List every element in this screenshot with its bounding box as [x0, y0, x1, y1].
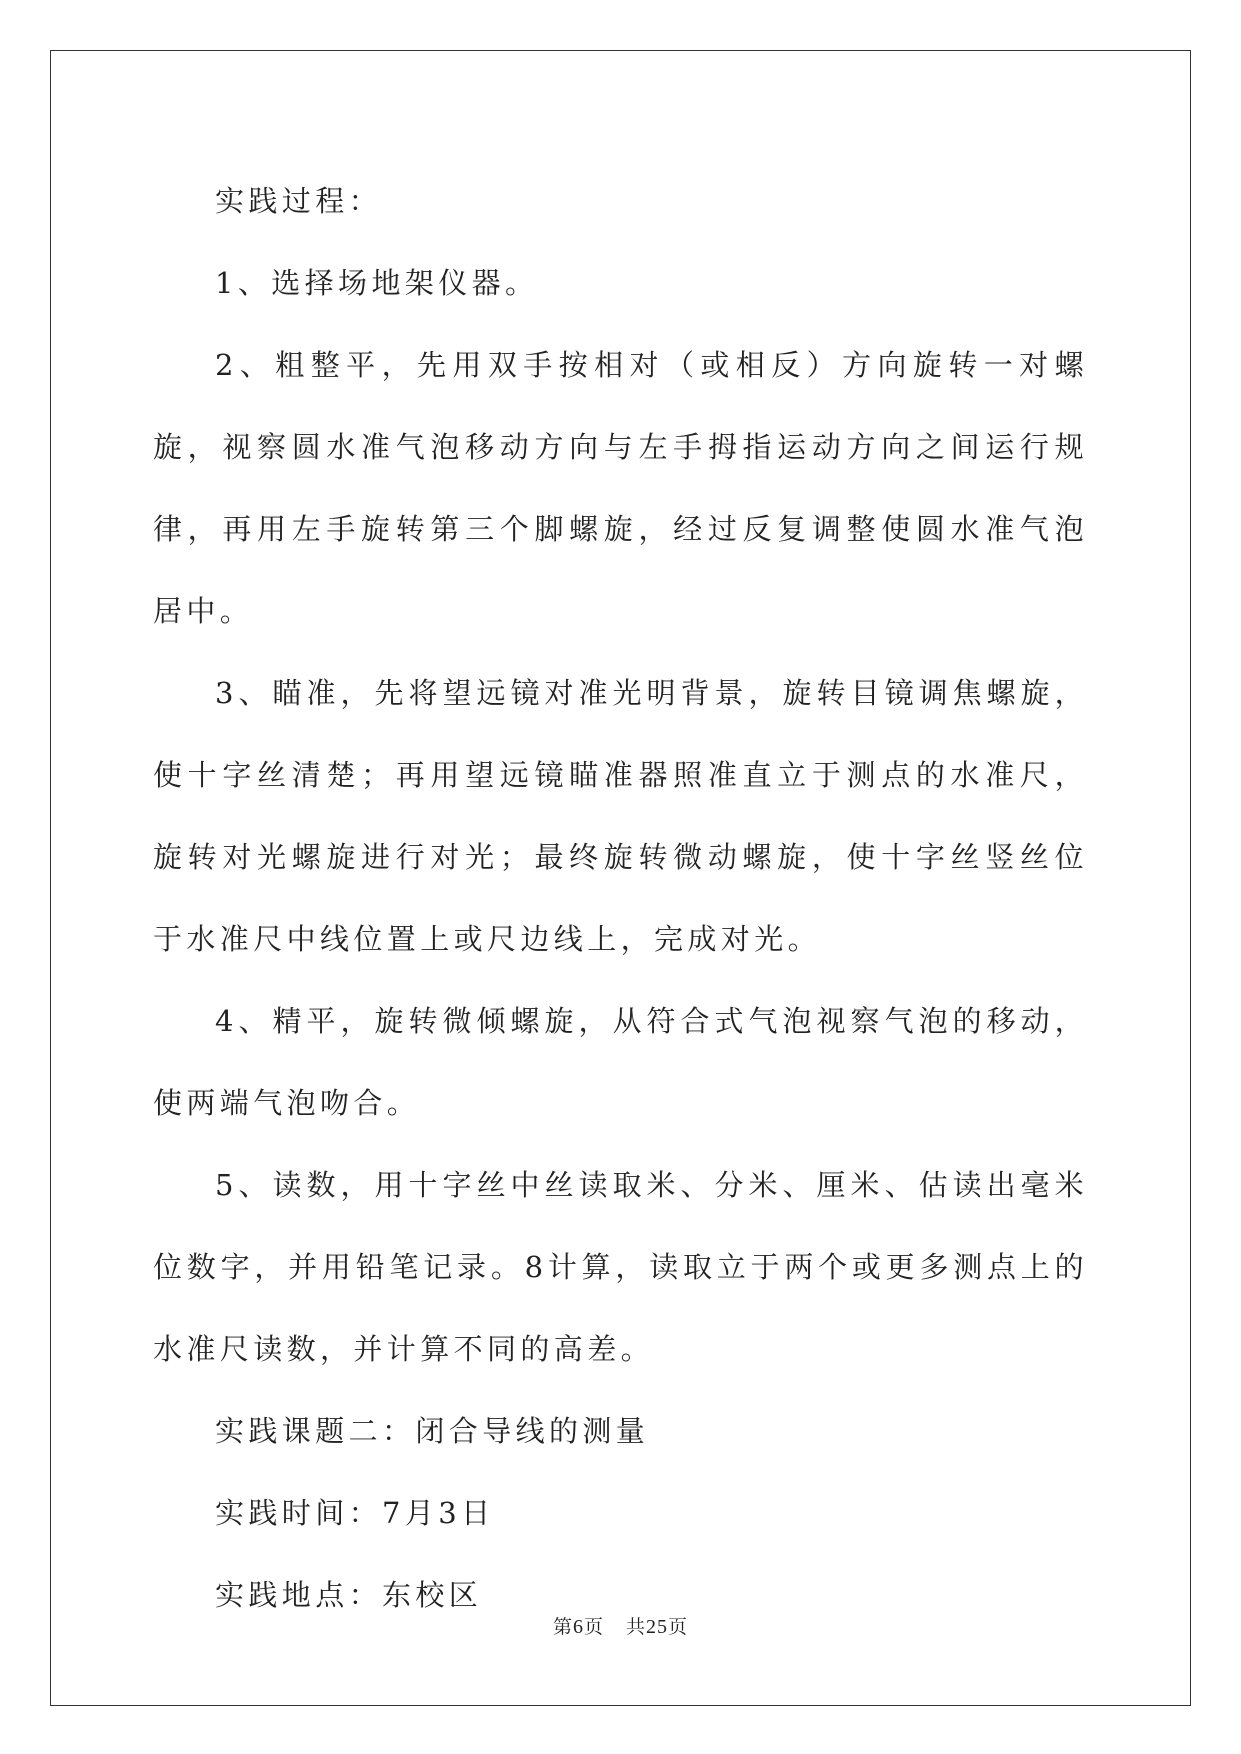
- paragraph-step-1: 1、选择场地架仪器。: [215, 266, 539, 300]
- footer-page-total: 25: [646, 1616, 669, 1638]
- footer-page-current: 6: [572, 1616, 584, 1638]
- paragraph-step-5: 5、读数，用十字丝中丝读取米、分米、厘米、估读出毫米位数字，并用铅笔记录。8计算，读取立于两个或更多测点上的水准尺读数，并计算不同的高差。: [153, 1168, 1088, 1366]
- paragraph-step-3: 3、瞄准，先将望远镜对准光明背景，旋转目镜调焦螺旋，使十字丝清楚；再用望远镜瞄准器照准直立于测点的水准尺，旋转对光螺旋进行对光；最终旋转微动螺旋，使十字丝竖丝位于水准尺中线位置上或尺边线上，完成对光。: [153, 676, 1088, 956]
- paragraph-step-4: 4、精平，旋转微倾螺旋，从符合式气泡视察气泡的移动，使两端气泡吻合。: [153, 1004, 1088, 1120]
- document-body: [153, 160, 1088, 1636]
- footer-page-prefix: 第: [552, 1616, 573, 1638]
- paragraph-topic-two: 实践课题二：闭合导线的测量: [215, 1414, 650, 1448]
- paragraph-process-heading: 实践过程：: [215, 184, 383, 218]
- paragraph-practice-time: 实践时间：7月3日: [215, 1496, 495, 1530]
- footer-total-unit: 页: [668, 1616, 689, 1638]
- footer-page-unit: 页: [583, 1616, 604, 1638]
- paragraph-step-2: 2、粗整平，先用双手按相对（或相反）方向旋转一对螺旋，视察圆水准气泡移动方向与左手拇指运动方向之间运行规律，再用左手旋转第三个脚螺旋，经过反复调整使圆水准气泡居中。: [153, 348, 1088, 628]
- footer-total-prefix: 共: [626, 1616, 647, 1638]
- page-footer: [0, 1612, 1241, 1639]
- paragraph-practice-location: 实践地点：东校区: [215, 1578, 483, 1612]
